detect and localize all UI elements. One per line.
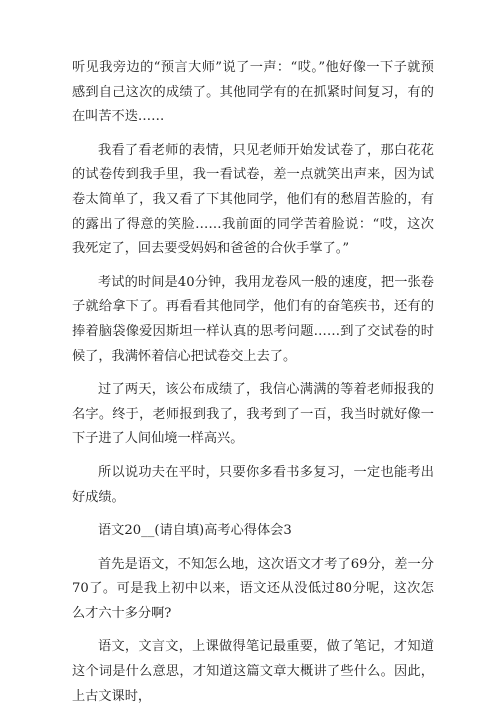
paragraph: 所以说功夫在平时，只要你多看书多复习，一定也能考出好成绩。 [72, 464, 434, 505]
section-heading: 语文20__(请自填)高考心得体会3 [98, 523, 292, 539]
paragraph: 考试的时间是40分钟，我用龙卷风一般的速度，把一张卷子就给拿下了。再看看其他同学，他们有的奋笔疾书，还有的捧着脑袋像爱因斯坦一样认真的思考问题……到了交试卷的时候了，我满怀着信心把试卷交上去了。 [72, 274, 434, 364]
paragraph: 首先是语文，不知怎么地，这次语文才考了69分，差一分70了。可是我上初中以来，语文还从没低过80分呢，这次怎么才六十多分啊? [72, 556, 434, 621]
paragraph: 语文，文言文，上课做得笔记最重要，做了笔记，才知道这个词是什么意思，才知道这篇文章大概讲了些什么。因此，上古文课时， [72, 639, 434, 704]
paragraph: 听见我旁边的“预言大师”说了一声：“哎。”他好像一下子就预感到自己这次的成绩了。其他同学有的在抓紧时间复习，有的在叫苦不迭…… [72, 60, 434, 125]
paragraph: 过了两天，该公布成绩了，我信心满满的等着老师报我的名字。终于，老师报到我了，我考到了一百，我当时就好像一下子进了人间仙境一样高兴。 [72, 382, 434, 447]
paragraph: 我看了看老师的表情，只见老师开始发试卷了，那白花花的试卷传到我手里，我一看试卷，差一点就笑出声来，因为试卷太简单了，我又看了下其他同学，他们有的愁眉苦脸的，有的露出了得意的笑脸……我前面的同学苦着脸说：“哎，这次我死定了，回去要受妈妈和爸爸的合伙手掌了。” [72, 142, 434, 257]
document-body [72, 56, 434, 718]
